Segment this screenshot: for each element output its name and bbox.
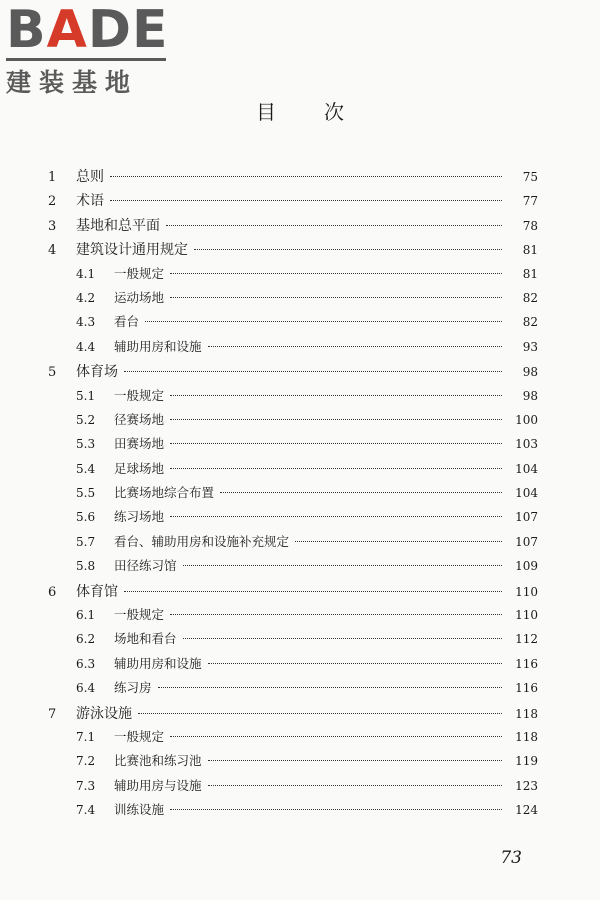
toc-dot-leader (170, 297, 502, 298)
toc-dot-leader (110, 176, 502, 177)
toc-entry-page: 116 (515, 656, 538, 671)
toc-section-entry[interactable] (44, 483, 538, 507)
toc-entry-page: 75 (522, 170, 538, 184)
toc-section-entry[interactable] (44, 654, 538, 678)
toc-entry-number: 5.3 (76, 437, 96, 452)
toc-dot-leader (170, 395, 502, 396)
toc-dot-leader (170, 273, 502, 274)
toc-dot-leader (170, 614, 502, 615)
toc-entry-page: 104 (515, 486, 538, 501)
toc-entry-title: 体育场 (76, 364, 118, 381)
toc-entry-title: 术语 (76, 193, 104, 210)
toc-section-entry[interactable] (44, 629, 538, 653)
logo-letters-de: DE (87, 0, 169, 60)
toc-section-entry[interactable] (44, 800, 538, 824)
toc-entry-title: 比赛池和练习池 (114, 753, 202, 769)
toc-entry-page: 119 (515, 754, 538, 769)
toc-entry-title: 田赛场地 (114, 436, 165, 452)
toc-entry-title: 看台、辅助用房和设施补充规定 (114, 533, 290, 549)
toc-entry-page: 81 (522, 266, 538, 281)
toc-entry-page: 110 (515, 584, 538, 599)
toc-section-entry[interactable] (44, 386, 538, 410)
toc-dot-leader (138, 713, 502, 714)
toc-dot-leader (208, 663, 502, 664)
toc-dot-leader (170, 468, 502, 469)
toc-chapter-entry[interactable] (44, 215, 538, 239)
toc-entry-page: 93 (522, 339, 538, 354)
toc-section-entry[interactable] (44, 337, 538, 361)
toc-section-entry[interactable] (44, 532, 538, 556)
logo-wordmark (6, 0, 176, 60)
toc-entry-number: 7.1 (76, 729, 96, 744)
toc-entry-title: 一般规定 (114, 387, 165, 403)
toc-entry-title: 练习房 (114, 680, 152, 696)
toc-entry-title: 游泳设施 (76, 705, 132, 722)
toc-entry-number: 6.2 (76, 632, 96, 647)
toc-entry-title: 径赛场地 (114, 411, 165, 427)
toc-dot-leader (145, 321, 502, 322)
logo (6, 0, 176, 99)
toc-entry-number: 5.2 (76, 412, 96, 427)
toc-section-entry[interactable] (44, 312, 538, 336)
toc-entry-title: 基地和总平面 (76, 217, 160, 234)
toc-entry-number: 4 (48, 243, 57, 259)
toc-section-entry[interactable] (44, 459, 538, 483)
toc-chapter-entry[interactable] (44, 239, 538, 263)
toc-dot-leader (158, 687, 502, 688)
toc-dot-leader (220, 492, 502, 493)
toc-entry-title: 练习场地 (114, 509, 165, 525)
toc-entry-page: 103 (515, 437, 538, 452)
toc-entry-page: 118 (515, 729, 538, 744)
toc-entry-page: 77 (522, 194, 538, 209)
toc-entry-title: 看台 (114, 314, 140, 330)
toc-entry-page: 109 (515, 559, 538, 574)
toc-dot-leader (194, 249, 502, 250)
toc-entry-number: 5 (48, 365, 57, 381)
toc-entry-title: 比赛场地综合布置 (114, 485, 215, 501)
table-of-contents (44, 166, 538, 825)
toc-entry-page: 112 (515, 632, 538, 647)
toc-dot-leader (110, 200, 502, 201)
toc-entry-title: 运动场地 (114, 289, 165, 305)
toc-entry-number: 6.4 (76, 681, 96, 696)
toc-entry-page: 107 (515, 510, 538, 525)
toc-section-entry[interactable] (44, 507, 538, 531)
toc-entry-number: 4.1 (76, 266, 96, 281)
toc-entry-number: 4.2 (76, 290, 96, 305)
toc-entry-number: 5.7 (76, 534, 96, 549)
toc-entry-page: 123 (515, 778, 538, 793)
logo-letter-a: A (46, 0, 88, 60)
toc-entry-number: 5.6 (76, 510, 96, 525)
toc-entry-title: 足球场地 (114, 460, 165, 476)
toc-entry-title: 建筑设计通用规定 (76, 242, 188, 259)
toc-entry-number: 7.4 (76, 803, 96, 818)
toc-entry-page: 81 (522, 243, 538, 258)
toc-entry-number: 2 (48, 194, 57, 210)
toc-entry-title: 辅助用房和设施 (114, 655, 202, 671)
toc-entry-page: 82 (522, 290, 538, 305)
toc-entry-page: 78 (522, 218, 538, 233)
toc-entry-page: 98 (522, 388, 538, 403)
toc-entry-number: 7.2 (76, 754, 96, 769)
toc-entry-title: 一般规定 (114, 728, 165, 744)
toc-entry-number: 6 (48, 584, 57, 600)
toc-section-entry[interactable] (44, 410, 538, 434)
toc-entry-page: 118 (515, 706, 538, 721)
toc-chapter-entry[interactable] (44, 703, 538, 727)
toc-dot-leader (183, 638, 502, 639)
logo-chinese-text: 建装基地 (6, 68, 139, 97)
toc-entry-page: 110 (515, 608, 538, 623)
toc-entry-number: 7 (48, 706, 57, 722)
toc-dot-leader (170, 809, 502, 810)
toc-section-entry[interactable] (44, 727, 538, 751)
toc-dot-leader (208, 785, 502, 786)
toc-chapter-entry[interactable] (44, 581, 538, 605)
toc-entry-number: 6.1 (76, 608, 96, 623)
toc-entry-number: 1 (48, 170, 57, 185)
toc-chapter-entry[interactable] (44, 190, 538, 214)
toc-entry-title: 总则 (76, 169, 104, 185)
toc-section-entry[interactable] (44, 751, 538, 775)
toc-entry-page: 104 (515, 461, 538, 476)
toc-entry-number: 4.4 (76, 339, 96, 354)
toc-section-entry[interactable] (44, 288, 538, 312)
toc-chapter-entry[interactable] (44, 166, 538, 190)
toc-entry-title: 一般规定 (114, 265, 165, 281)
toc-entry-title: 体育馆 (76, 583, 118, 600)
toc-dot-leader (170, 443, 502, 444)
toc-dot-leader (170, 736, 502, 737)
toc-entry-number: 6.3 (76, 656, 96, 671)
toc-entry-page: 124 (515, 803, 538, 818)
logo-letter-b: B (6, 0, 47, 60)
toc-entry-page: 100 (515, 412, 538, 427)
toc-entry-title: 场地和看台 (114, 631, 177, 647)
toc-section-entry[interactable] (44, 678, 538, 702)
toc-entry-number: 5.1 (76, 388, 96, 403)
toc-dot-leader (166, 225, 502, 226)
toc-entry-title: 一般规定 (114, 607, 165, 623)
toc-chapter-entry[interactable] (44, 361, 538, 385)
page-title: 目次 (256, 100, 392, 124)
toc-dot-leader (183, 565, 502, 566)
toc-dot-leader (295, 541, 502, 542)
toc-entry-number: 5.4 (76, 461, 96, 476)
toc-entry-page: 82 (522, 315, 538, 330)
toc-entry-number: 7.3 (76, 778, 96, 793)
toc-dot-leader (170, 516, 502, 517)
toc-dot-leader (208, 346, 502, 347)
toc-section-entry[interactable] (44, 605, 538, 629)
toc-entry-title: 训练设施 (114, 802, 165, 818)
toc-entry-number: 4.3 (76, 315, 96, 330)
toc-section-entry[interactable] (44, 556, 538, 580)
toc-entry-number: 5.8 (76, 559, 96, 574)
toc-entry-number: 3 (48, 218, 57, 234)
toc-section-entry[interactable] (44, 434, 538, 458)
toc-dot-leader (124, 591, 502, 592)
toc-dot-leader (170, 419, 502, 420)
toc-entry-title: 田径练习馆 (114, 558, 177, 574)
toc-entry-number: 5.5 (76, 486, 96, 501)
toc-entry-title: 辅助用房和设施 (114, 338, 202, 354)
toc-entry-page: 107 (515, 534, 538, 549)
toc-dot-leader (124, 371, 502, 372)
toc-entry-title: 辅助用房与设施 (114, 777, 202, 793)
toc-dot-leader (208, 760, 502, 761)
page-number: 73 (500, 848, 522, 868)
toc-section-entry[interactable] (44, 264, 538, 288)
toc-entry-page: 116 (515, 681, 538, 696)
toc-entry-page: 98 (522, 365, 538, 380)
toc-section-entry[interactable] (44, 776, 538, 800)
